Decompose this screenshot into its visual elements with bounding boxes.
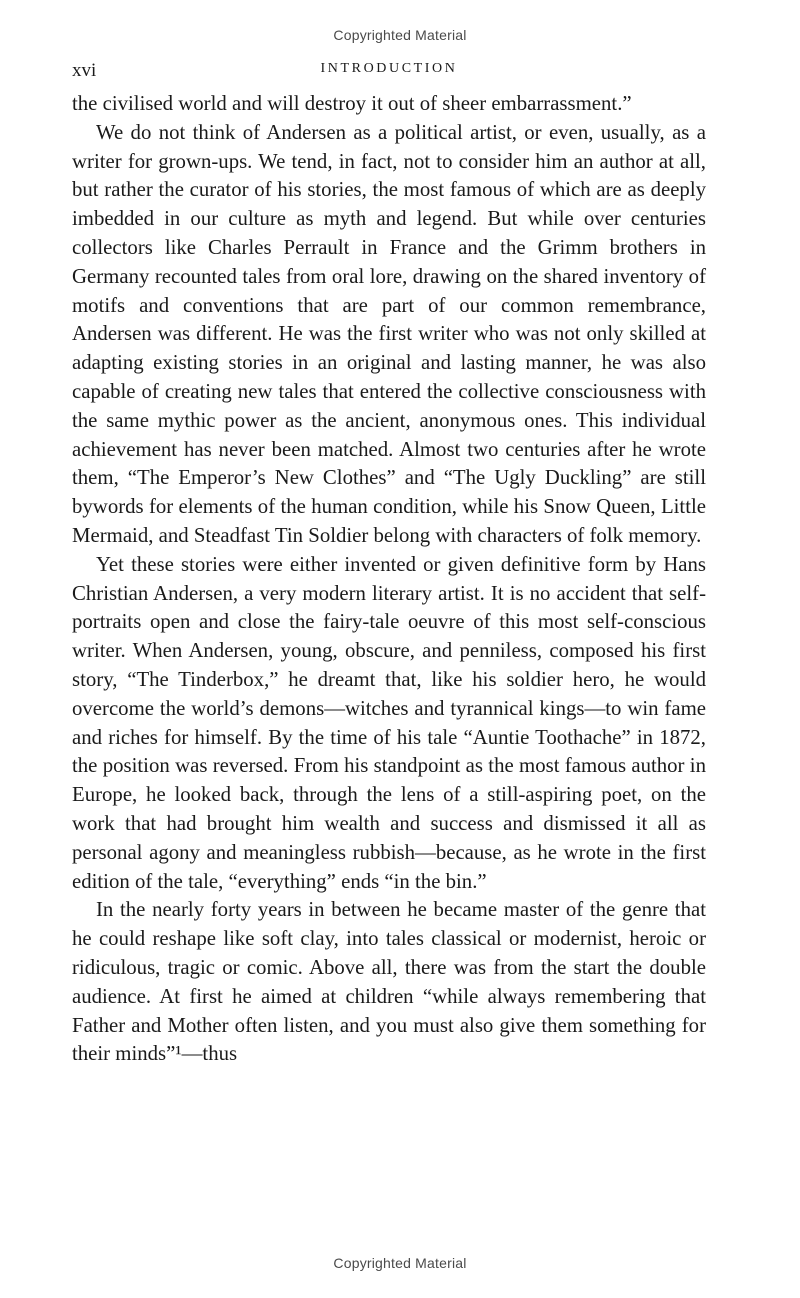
paragraph-continuation: the civilised world and will destroy it out of sheer embarrassment.” xyxy=(72,92,632,115)
copyright-watermark-top: Copyrighted Material xyxy=(333,27,467,43)
page-number: xvi xyxy=(72,60,97,81)
copyright-watermark-bottom: Copyrighted Material xyxy=(333,1255,467,1271)
section-title: INTRODUCTION xyxy=(320,61,458,76)
paragraph: In the nearly forty years in between he became master of the genre that he could reshape like soft clay, into tales classical or modernist, heroic or ridiculous, tragic or comic. Above all, there was from the start the double audience. At first he aimed at children “while always remembering that Father and Mother often listen, and you must also give them something for their minds”¹—thus xyxy=(72,898,706,1066)
running-head xyxy=(72,60,706,84)
body-text xyxy=(72,90,706,1069)
paragraph: We do not think of Andersen as a political artist, or even, usually, as a writer for grown-ups. We tend, in fact, not to consider him an author at all, but rather the curator of his stories, the most famous of which are as deeply imbedded in our culture as myth and legend. But while over centuries collectors like Charles Perrault in France and the Grimm brothers in Germany recounted tales from oral lore, drawing on the shared inventory of motifs and conventions that are part of our common remembrance, Andersen was different. He was the first writer who was not only skilled at adapting existing stories in an original and lasting manner, he was also capable of creating new tales that entered the collective consciousness with the same mythic power as the ancient, anonymous ones. This individual achievement has never been matched. Almost two centuries after he wrote them, “The Emperor’s New Clothes” and “The Ugly Duckling” are still bywords for elements of the human condition, while his Snow Queen, Little Mermaid, and Steadfast Tin Soldier belong with characters of folk memory. xyxy=(72,120,706,547)
paragraph: Yet these stories were either invented or given definitive form by Hans Christian Andersen, a very modern literary artist. It is no accident that self-portraits open and close the fairy-tale oeuvre of this most self-conscious writer. When Andersen, young, obscure, and penniless, composed his first story, “The Tinderbox,” he dreamt that, like his soldier hero, he would overcome the world’s demons—witches and tyrannical kings—to win fame and riches for himself. By the time of his tale “Auntie Toothache” in 1872, the position was reversed. From his standpoint as the most famous author in Europe, he looked back, through the lens of a still-aspiring poet, on the work that had brought him wealth and success and dismissed it all as personal agony and meaningless rubbish—because, as he wrote in the first edition of the tale, “everything” ends “in the bin.” xyxy=(72,552,706,893)
